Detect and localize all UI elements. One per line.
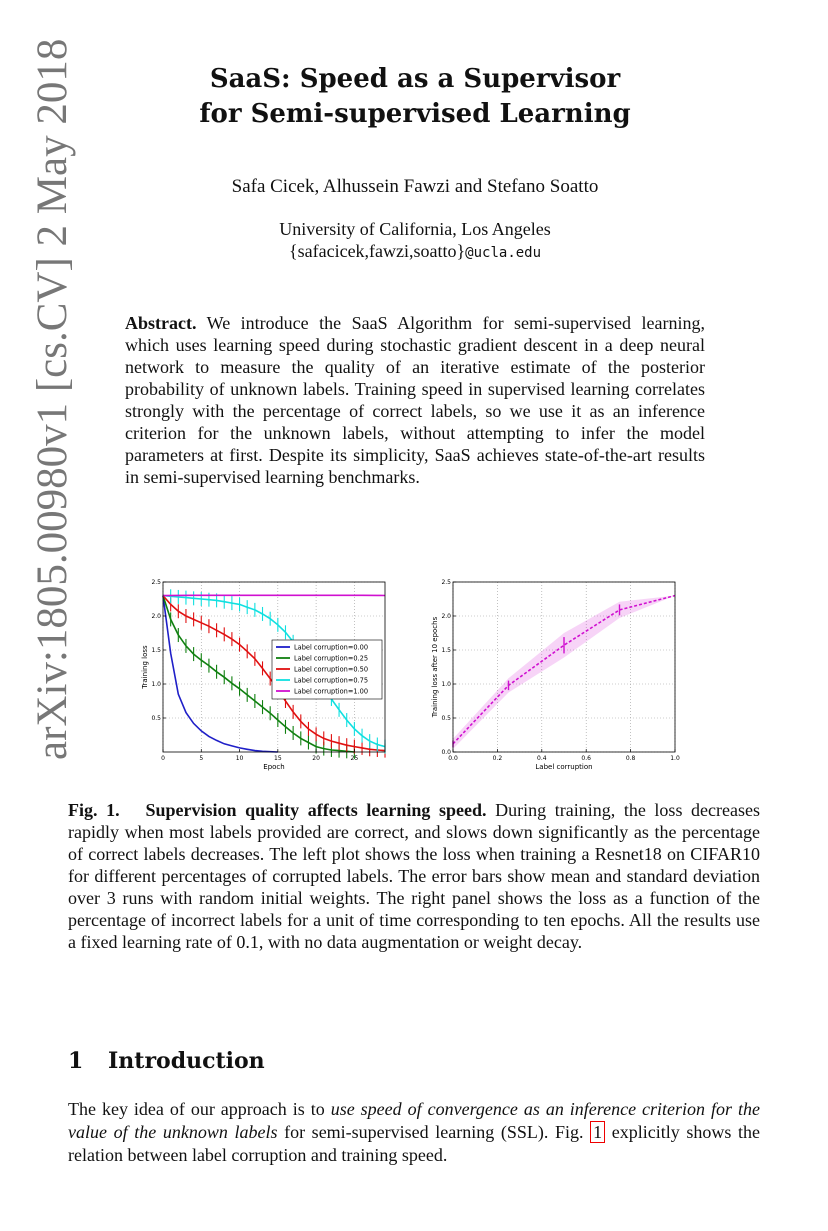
x-tick-label-2: 10: [235, 755, 244, 762]
paper-title-line-1: SaaS: Speed as a Supervisor: [209, 64, 621, 94]
y-tick-label-0: 0.0: [441, 749, 451, 756]
x-tick-label-1: 0.2: [492, 755, 503, 762]
section-title: Introduction: [108, 1048, 265, 1074]
y-tick-label-1: 0.5: [441, 715, 451, 722]
x-tick-label-5: 1.0: [670, 755, 680, 762]
caption-heading: Supervision quality affects learning speed.: [145, 800, 487, 820]
abstract: [125, 312, 705, 488]
y-tick-label-4: 2.0: [441, 613, 451, 620]
x-axis-label: Label corruption: [535, 763, 593, 771]
y-tick-label-1: 1.0: [151, 681, 161, 688]
y-tick-label-0: 0.5: [151, 715, 161, 722]
caption-text: During training, the loss decreases rapidly when most labels provided are correct, and slows down significantly as the percentage of correct labels decreases. The left plot shows the loss when training a Resnet18 on CIFAR10 for different percentages of corrupted labels. The error bars show mean and standard deviation over 3 runs with random initial weights. The right panel shows the loss as a function of the percentage of incorrect labels for a unit of time corresponding to ten epochs. All the results use a fixed learning rate of 0.1, with no data augmentation or weight decay.: [68, 800, 761, 952]
affiliation: University of California, Los Angeles: [279, 219, 551, 239]
y-axis-label: Training loss: [141, 645, 149, 689]
loss-vs-corruption-chart: [420, 570, 690, 775]
y-tick-label-3: 2.0: [151, 613, 161, 620]
author-list: Safa Cicek, Alhussein Fawzi and Stefano Soatto: [231, 176, 599, 197]
loss-vs-epoch-chart: [130, 570, 392, 775]
y-axis-label: Training loss after 10 epochs: [431, 616, 439, 718]
section-heading: [68, 1048, 265, 1074]
arxiv-stamp: [0, 0, 100, 820]
figure-left-panel: [130, 570, 392, 779]
intro-emphasis: use speed of convergence as an inference criterion for the value of the unknown labels: [68, 1099, 760, 1142]
figure-reference-link[interactable]: 1: [590, 1121, 605, 1143]
intro-text-c: explicitly shows the relation between label corruption and training speed.: [68, 1122, 761, 1165]
figure-caption: [68, 799, 760, 953]
abstract-label: Abstract.: [125, 313, 197, 333]
abstract-text: We introduce the SaaS Algorithm for semi-supervised learning, which uses learning speed during stochastic gradient descent in a deep neural network to measure the quality of an iterative estimate of the posterior probability of unknown labels. Training speed in supervised learning correlates strongly with the percentage of correct labels, so we use it as an inference criterion for the unknown labels, without attempting to infer the model parameters at first. Despite its simplicity, SaaS achieves state-of-the-art results in semi-supervised learning benchmarks.: [125, 313, 705, 487]
intro-paragraph: [68, 1098, 760, 1167]
legend-entry-1: Label corruption=0.25: [294, 654, 369, 663]
section-number: 1: [68, 1048, 84, 1074]
x-tick-label-3: 0.6: [581, 755, 591, 762]
legend-entry-3: Label corruption=0.75: [294, 676, 369, 685]
email-names: {safacicek,fawzi,soatto}: [288, 241, 466, 261]
x-tick-label-0: 0.0: [448, 755, 458, 762]
caption-label: Fig. 1.: [68, 800, 120, 820]
author-emails: [160, 241, 670, 262]
y-tick-label-4: 2.5: [151, 579, 161, 586]
legend-entry-4: Label corruption=1.00: [294, 687, 369, 696]
figure-right-panel: [420, 570, 690, 779]
legend-entry-0: Label corruption=0.00: [294, 643, 369, 652]
x-tick-label-3: 15: [274, 755, 282, 762]
x-axis-label: Epoch: [263, 763, 285, 771]
legend-entry-2: Label corruption=0.50: [294, 665, 369, 674]
x-tick-label-4: 0.8: [625, 755, 636, 762]
intro-text-b: for semi-supervised learning (SSL). Fig.: [277, 1122, 591, 1142]
x-tick-label-5: 25: [350, 755, 359, 762]
y-tick-label-2: 1.0: [441, 681, 451, 688]
email-domain: @ucla.edu: [465, 245, 542, 261]
x-tick-label-2: 0.4: [537, 755, 547, 762]
intro-text-a: The key idea of our approach is to: [68, 1099, 331, 1119]
x-tick-label-1: 5: [199, 755, 204, 762]
series-0-line: [453, 596, 675, 744]
y-tick-label-5: 2.5: [441, 579, 451, 586]
y-tick-label-2: 1.5: [151, 647, 161, 654]
series-0-error-band: [453, 596, 675, 749]
arxiv-identifier: arXiv:1805.00980v1 [cs.CV] 2 May 2018: [29, 38, 76, 760]
x-tick-label-0: 0: [161, 755, 165, 762]
paper-title-line-2: for Semi-supervised Learning: [199, 99, 631, 129]
y-tick-label-3: 1.5: [441, 647, 451, 654]
x-tick-label-4: 20: [312, 755, 320, 762]
